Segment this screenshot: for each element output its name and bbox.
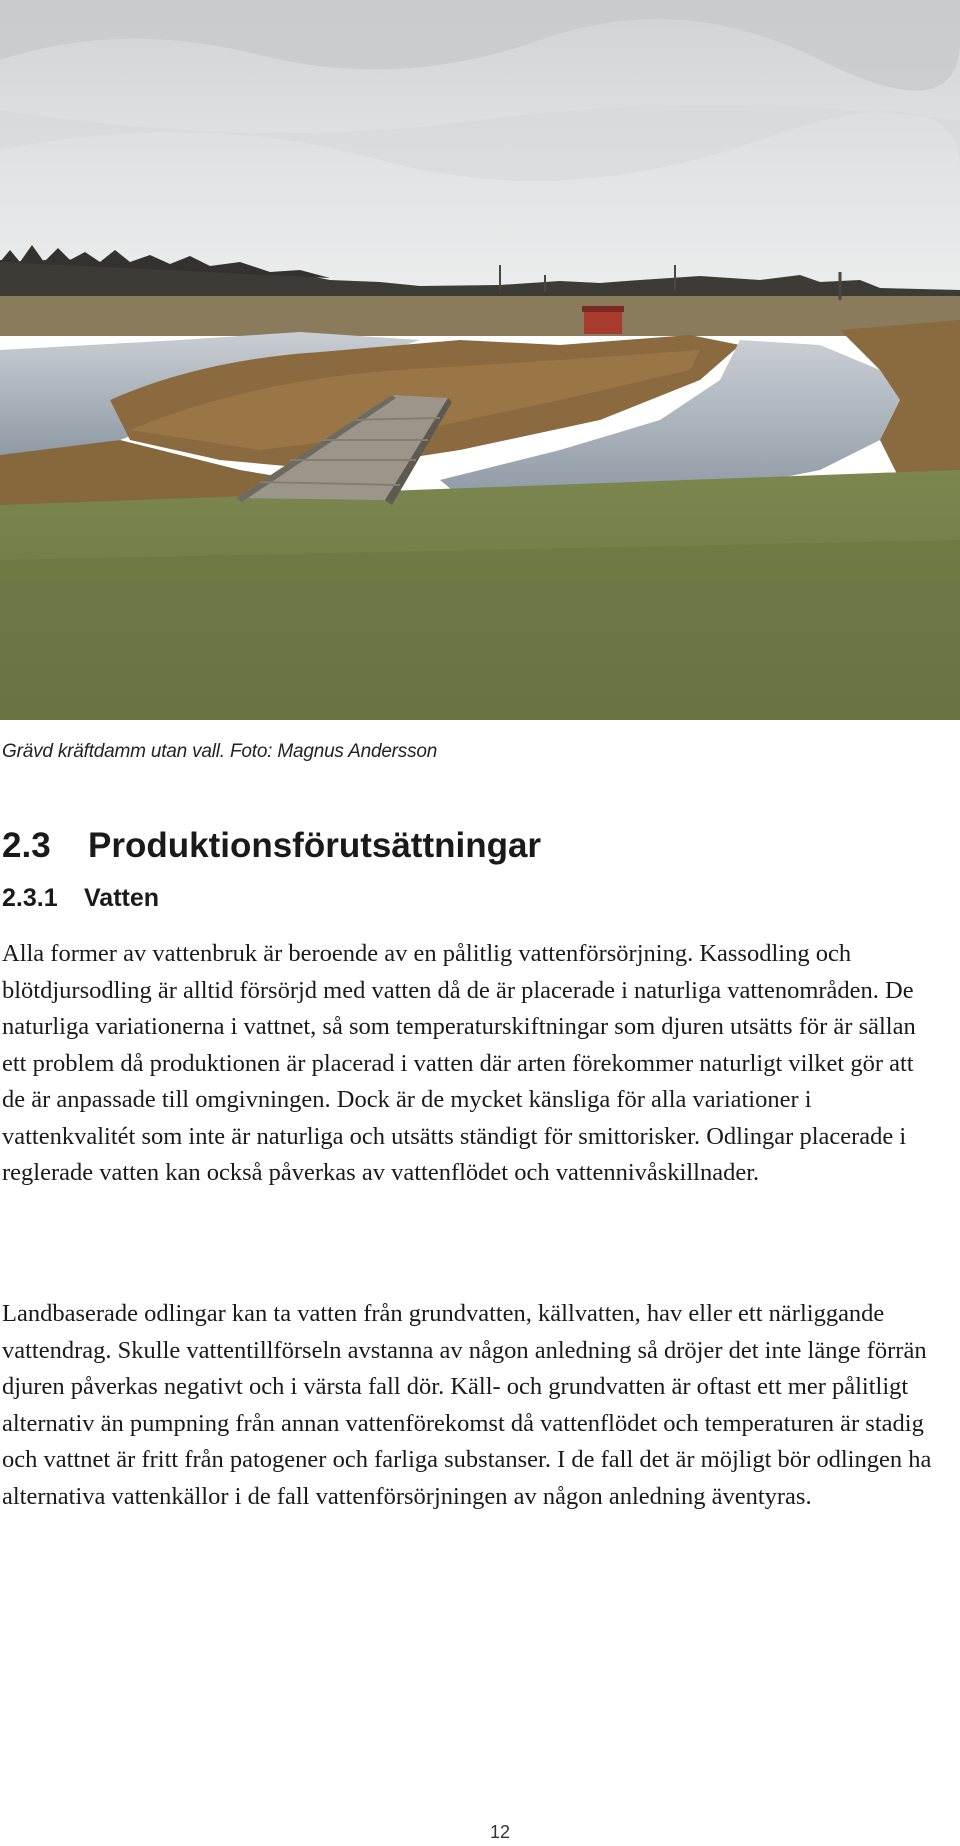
pond-photo [0, 0, 960, 720]
subsection-number: 2.3.1 [2, 884, 58, 912]
body-paragraph: Landbaserade odlingar kan ta vatten från grundvatten, källvatten, hav eller ett närliggande vattendrag. Skulle vattentillförseln avstanna av någon anledning så dröjer det inte länge förrän djuren påverkas negativt och i värsta fall dör. Käll- och grundvatten är oftast ett mer pålitligt alternativ än pumpning från annan vattenförekomst då vattenflödet och temperaturen är stadig och vattnet är fritt från patogener och farliga substanser. I de fall det är möjligt bör odlingen ha alternativa vattenkällor i de fall vattenförsörjningen av någon anledning äventyras. [2, 1300, 932, 1510]
subsection-title: Vatten [84, 884, 160, 912]
figure-caption: Grävd kräftdamm utan vall. Foto: Magnus Andersson [2, 741, 438, 762]
section-heading [2, 826, 541, 866]
body-paragraph: Alla former av vattenbruk är beroende av en pålitlig vattenförsörjning. Kassodling och blötdjursodling är alltid försörjd med vatten då de är placerade i naturliga vattenområden. De naturliga variationerna i vattnet, så som temperaturskiftningar som djuren utsätts för är sällan ett problem då produktionen är placerad i vatten där arten förekommer naturligt vilket gör att de är anpassade till omgivningen. Dock är de mycket känsliga för alla variationer i vattenkvalitét som inte är naturliga och utsätts ständigt för smittorisker. Odlingar placerade i reglerade vatten kan också påverkas av vattenflödet och vattennivåskillnader. [2, 940, 916, 1186]
photo-pond-landscape-icon [0, 0, 960, 720]
page-number: 12 [489, 1822, 511, 1842]
section-number: 2.3 [2, 826, 51, 865]
section-title: Produktionsförutsättningar [88, 826, 542, 865]
subsection-heading [2, 884, 159, 913]
